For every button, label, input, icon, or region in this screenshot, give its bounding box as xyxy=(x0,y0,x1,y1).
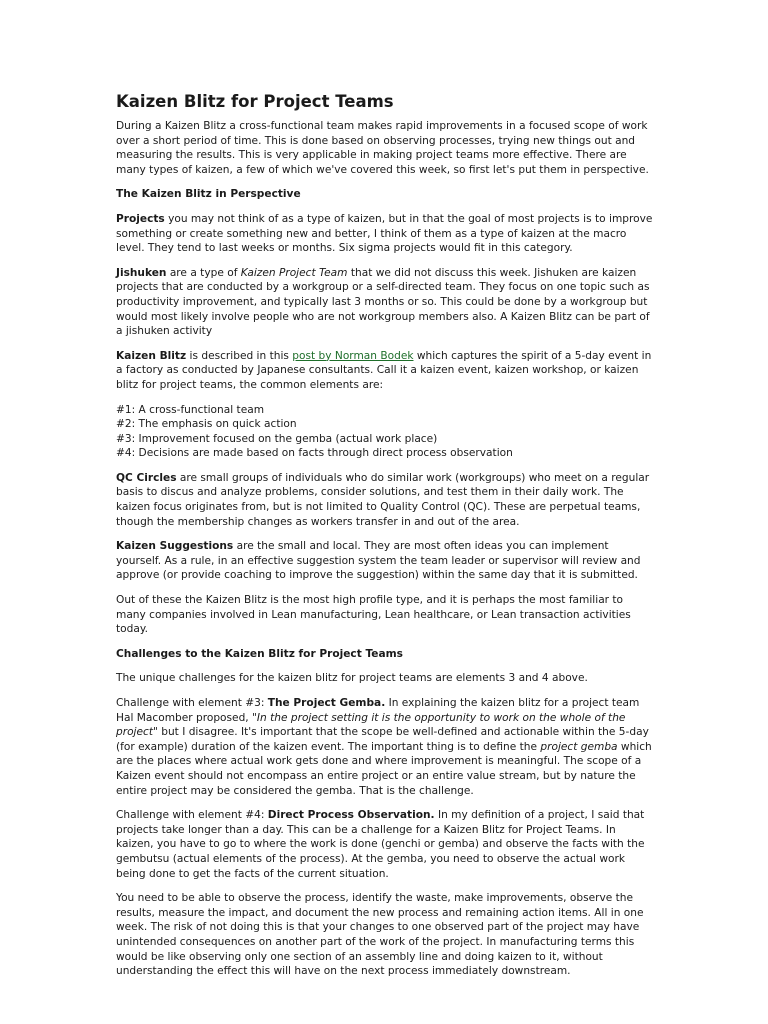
out-of-these-paragraph: Out of these the Kaizen Blitz is the most high profile type, and it is perhaps the most familiar to many companies involved in Lean manufacturing, Lean healthcare, or Lean transaction activities today. xyxy=(116,594,631,636)
kaizen-blitz-paragraph xyxy=(116,349,656,393)
jishuken-italic: Kaizen Project Team xyxy=(240,266,348,279)
norman-bodek-link[interactable]: post by Norman Bodek xyxy=(292,349,414,362)
kaizen-blitz-text-1: is described in this xyxy=(186,349,293,362)
challenge-3-paragraph xyxy=(116,696,656,798)
kaizen-blitz-text-2: which captures the spirit of a 5-day event in a factory as conducted by Japanese consultants. Call it a kaizen event, kaizen workshop, or kaizen blitz for project teams, the common elements are: xyxy=(116,349,652,391)
qc-circles-term: QC Circles xyxy=(116,471,177,484)
projects-term: Projects xyxy=(116,212,165,225)
list-item: #3: Improvement focused on the gemba (actual work place) xyxy=(116,432,438,445)
closing-paragraph: You need to be able to observe the process, identify the waste, make improvements, observe the results, measure the impact, and document the new process and remaining action items. All in one week. The risk of not doing this is that your changes to one observed part of the project may have unintended consequences on another part of the work of the project. In manufacturing terms this would be like observing only one section of an assembly line and doing kaizen to it, without understanding the effect this will have on the next process immediately downstream. xyxy=(116,892,644,978)
list-item: #2: The emphasis on quick action xyxy=(116,418,297,431)
kaizen-blitz-term: Kaizen Blitz xyxy=(116,349,187,362)
challenge-3-text-1: In explaining the kaizen blitz for a project team Hal Macomber proposed, xyxy=(116,697,640,724)
document-page xyxy=(116,92,656,989)
challenge-3-bold: The Project Gemba. xyxy=(267,697,386,709)
elements-list xyxy=(116,403,656,461)
challenge-3-text-3: which are the places where actual work gets done and where improvement is meaningful. The scope of a Kaizen event should not encompass an entire project or an entire value stream, but by nature the entire project may be considered the gemba. That is the challenge. xyxy=(116,740,652,797)
projects-text: you may not think of as a type of kaizen, but in that the goal of most projects is to improve something or create something new and better, I think of them as a type of kaizen at the macro level. They tend to last weeks or months. Six sigma projects would fit in this category. xyxy=(116,212,653,255)
qc-circles-paragraph xyxy=(116,471,656,529)
page-title: Kaizen Blitz for Project Teams xyxy=(116,92,394,111)
section-heading-challenges: Challenges to the Kaizen Blitz for Project Teams xyxy=(116,647,403,660)
intro-paragraph: During a Kaizen Blitz a cross-functional team makes rapid improvements in a focused scope of work over a short period of time. This is done based on observing processes, trying new things out and measuring the results. This is very applicable in making project teams more effective. There are many types of kaizen, a few of which we've covered this week, so first let's put them in perspective. xyxy=(116,120,649,176)
challenge-3-text-2: but I disagree. It's important that the scope be well-defined and actionable within the 5-day (for example) duration of the kaizen event. The important thing is to define the xyxy=(116,726,649,753)
challenge-3-lead: Challenge with element #3: xyxy=(116,697,268,709)
suggestions-paragraph xyxy=(116,539,656,583)
list-item: #4: Decisions are made based on facts through direct process observation xyxy=(116,447,513,460)
projects-paragraph xyxy=(116,212,656,256)
challenge-3-quote: "In the project setting it is the opportunity to work on the whole of the project" xyxy=(116,711,626,739)
challenge-4-lead: Challenge with element #4: xyxy=(116,809,268,822)
list-item: #1: A cross-functional team xyxy=(116,403,265,416)
suggestions-text: are the small and local. They are most often ideas you can implement yourself. As a rule, in an effective suggestion system the team leader or supervisor will review and approve (or provide coaching to improve the suggestion) within the same day that it is submitted. xyxy=(116,540,641,582)
jishuken-paragraph xyxy=(116,266,656,339)
challenge-4-text: In my definition of a project, I said that projects take longer than a day. This can be a challenge for a Kaizen Blitz for Project Teams. In kaizen, you have to go to where the work is done (genchi or gemba) and observe the facts with the gembutsu (actual elements of the process). At the gemba, you need to observe the actual work being done to get the facts of the current situation. xyxy=(116,809,645,880)
section-heading-perspective: The Kaizen Blitz in Perspective xyxy=(116,188,301,201)
jishuken-text-1: are a type of xyxy=(166,266,241,279)
challenge-3-italic: project gemba xyxy=(540,740,618,753)
challenge-4-bold: Direct Process Observation. xyxy=(267,809,435,822)
challenge-4-paragraph xyxy=(116,808,656,881)
unique-challenges-paragraph: The unique challenges for the kaizen blitz for project teams are elements 3 and 4 above. xyxy=(116,672,588,685)
jishuken-term: Jishuken xyxy=(116,266,167,279)
jishuken-text-2: that we did not discuss this week. Jishuken are kaizen projects that are conducted by a workgroup or a self-directed team. They focus on one topic such as productivity improvement, and typically last 3 months or so. This could be done by a workgroup but would most likely involve people who are not workgroup members also. A Kaizen Blitz can be part of a jishuken activity xyxy=(116,266,650,338)
suggestions-term: Kaizen Suggestions xyxy=(116,540,234,553)
qc-circles-text: are small groups of individuals who do similar work (workgroups) who meet on a regular basis to discus and analyze problems, consider solutions, and test them in their daily work. The kaizen focus originates from, but is not limited to Quality Control (QC). These are perpetual teams, though the membership changes as workers transfer in and out of the area. xyxy=(116,471,650,528)
